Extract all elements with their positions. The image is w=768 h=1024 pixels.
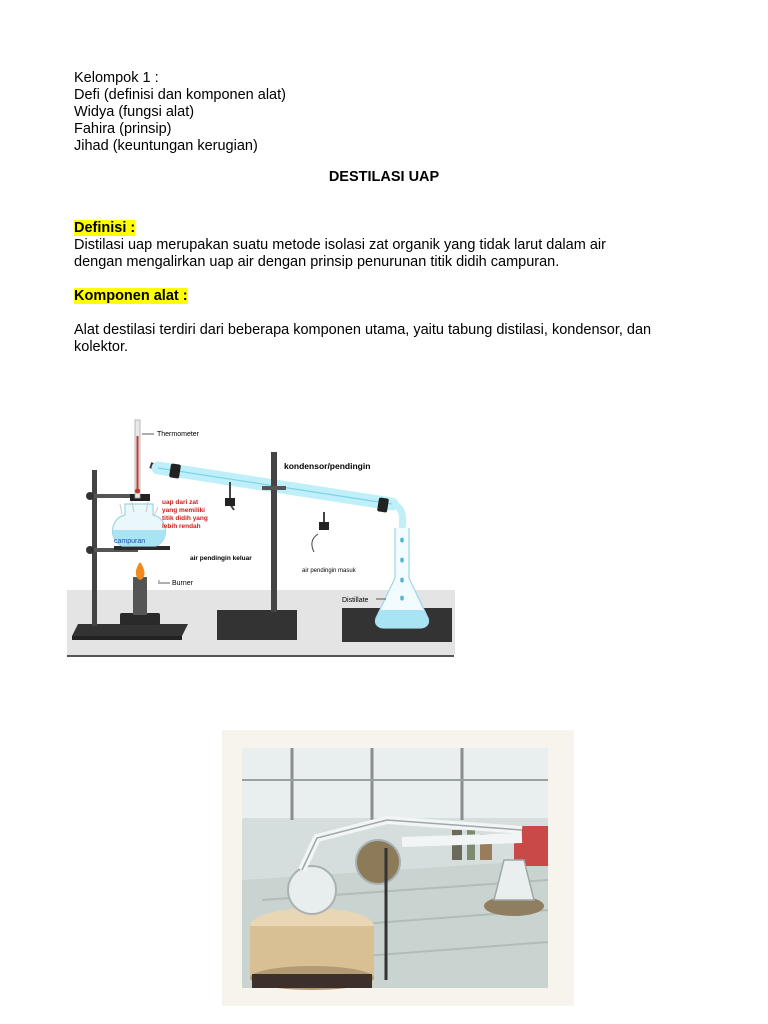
komponen-text-line: Alat destilasi terdiri dari beberapa komponen utama, yaitu tabung distilasi, kondensor, dan [74,322,652,338]
distillation-diagram [62,412,457,660]
definisi-text-line: Distilasi uap merupakan suatu metode isolasi zat organik yang tidak larut dalam air [74,237,606,253]
group-info [74,70,714,155]
definisi-section [74,220,714,271]
middle-stand-rod [271,452,277,612]
definisi-heading: Definisi : [74,220,136,236]
campuran-label: campuran [114,538,146,545]
definisi-text-line: dengan mengalirkan uap air dengan prinsip penurunan titik didih campuran. [74,254,560,270]
thermometer-label: Thermometer [157,431,200,438]
distillate-label: Distillate [342,597,369,604]
flame [136,562,145,580]
uap-label: uap dari zat yang memiliki titik didih yang lebih rendah [162,499,208,530]
page-title: DESTILASI UAP [328,169,440,185]
left-stand-base [72,624,188,636]
member-line: Jihad (keuntungan kerugian) [74,138,258,154]
member-line: Widya (fungsi alat) [74,104,195,120]
komponen-text-line: kolektor. [74,339,128,355]
burner-label: Burner [172,580,194,587]
komponen-section [74,288,714,356]
komponen-heading: Komponen alat : [74,288,188,304]
member-line: Fahira (prinsip) [74,121,172,137]
air-masuk-label: air pendingin masuk [302,568,356,574]
lab-photo [222,730,574,1006]
member-line: Defi (definisi dan komponen alat) [74,87,286,103]
middle-stand-base [217,610,297,640]
air-keluar-label: air pendingin keluar [190,555,252,562]
distillate-liquid [375,610,428,628]
group-label: Kelompok 1 : [74,70,159,86]
kondensor-label: kondensor/pendingin [284,461,371,471]
